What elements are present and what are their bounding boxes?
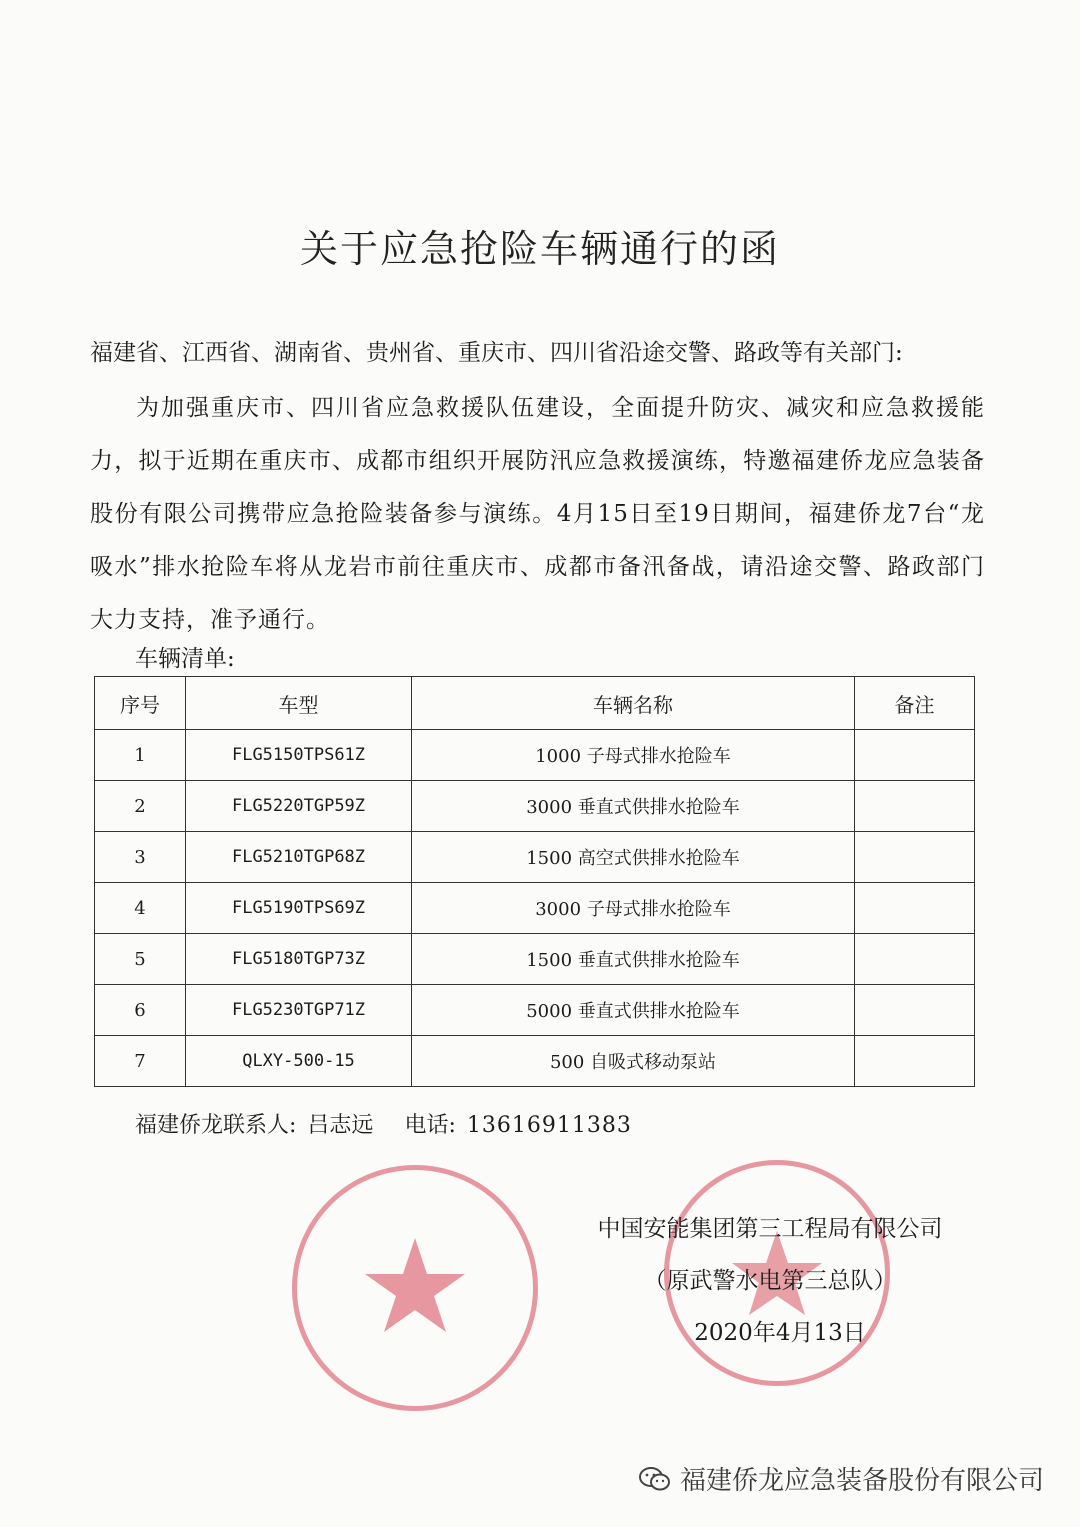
- table-row: [95, 934, 975, 985]
- table-row: [95, 985, 975, 1036]
- watermark-text: 福建侨龙应急装备股份有限公司: [679, 1466, 1044, 1496]
- table-row: [95, 883, 975, 934]
- cell-note: [855, 1036, 975, 1087]
- table-header-row: [95, 677, 975, 730]
- header-name: 车辆名称: [412, 677, 855, 730]
- contact-line: [135, 1108, 632, 1139]
- cell-name: 3000 垂直式供排水抢险车: [412, 781, 855, 832]
- cell-name: 500 自吸式移动泵站: [412, 1036, 855, 1087]
- cell-no: 5: [95, 934, 186, 985]
- cell-no: 6: [95, 985, 186, 1036]
- cell-model: FLG5180TGP73Z: [186, 934, 412, 985]
- source-watermark: [638, 1460, 1044, 1497]
- body-paragraph: 为加强重庆市、四川省应急救援队伍建设，全面提升防灾、减灾和应急救援能力，拟于近期在重庆市、成都市组织开展防汛应急救援演练，特邀福建侨龙应急装备股份有限公司携带应急抢险装备参与演练。4月15日至19日期间，福建侨龙7台“龙吸水”排水抢险车将从龙岩市前往重庆市、成都市备汛备战，请沿途交警、路政部门大力支持，准予通行。: [90, 395, 985, 633]
- signature-former-name: （原武警水电第三总队）: [643, 1268, 897, 1294]
- cell-name: 1500 高空式供排水抢险车: [412, 832, 855, 883]
- cell-note: [855, 730, 975, 781]
- cell-model: QLXY-500-15: [186, 1036, 412, 1087]
- vehicle-list-label: 车辆清单:: [135, 646, 235, 672]
- cell-model: FLG5210TGP68Z: [186, 832, 412, 883]
- cell-note: [855, 883, 975, 934]
- table-row: [95, 730, 975, 781]
- wechat-icon: [638, 1465, 672, 1493]
- cell-model: FLG5220TGP59Z: [186, 781, 412, 832]
- signature-org: 中国安能集团第三工程局有限公司: [597, 1216, 943, 1242]
- cell-no: 7: [95, 1036, 186, 1087]
- seal-star-icon: [365, 1238, 465, 1332]
- cell-no: 2: [95, 781, 186, 832]
- cell-note: [855, 832, 975, 883]
- vehicle-table: [94, 676, 975, 1087]
- cell-model: FLG5230TGP71Z: [186, 985, 412, 1036]
- left-seal: [292, 1165, 538, 1411]
- cell-no: 1: [95, 730, 186, 781]
- signature-date: 2020年4月13日: [694, 1320, 866, 1346]
- document-title: 关于应急抢险车辆通行的函: [299, 227, 780, 271]
- table-row: [95, 832, 975, 883]
- header-note: 备注: [855, 677, 975, 730]
- phone-label: 电话:: [404, 1113, 456, 1138]
- table-row: [95, 781, 975, 832]
- phone-number: 13616911383: [466, 1113, 632, 1138]
- cell-no: 3: [95, 832, 186, 883]
- cell-name: 1500 垂直式供排水抢险车: [412, 934, 855, 985]
- addressee: 福建省、江西省、湖南省、贵州省、重庆市、四川省沿途交警、路政等有关部门:: [90, 340, 903, 366]
- table-row: [95, 1036, 975, 1087]
- cell-model: FLG5150TPS61Z: [186, 730, 412, 781]
- header-no: 序号: [95, 677, 186, 730]
- contact-label: 福建侨龙联系人:: [135, 1113, 297, 1138]
- cell-name: 1000 子母式排水抢险车: [412, 730, 855, 781]
- cell-name: 5000 垂直式供排水抢险车: [412, 985, 855, 1036]
- header-model: 车型: [186, 677, 412, 730]
- cell-no: 4: [95, 883, 186, 934]
- cell-note: [855, 985, 975, 1036]
- cell-name: 3000 子母式排水抢险车: [412, 883, 855, 934]
- cell-model: FLG5190TPS69Z: [186, 883, 412, 934]
- cell-note: [855, 934, 975, 985]
- contact-person: 吕志远: [307, 1113, 374, 1138]
- cell-note: [855, 781, 975, 832]
